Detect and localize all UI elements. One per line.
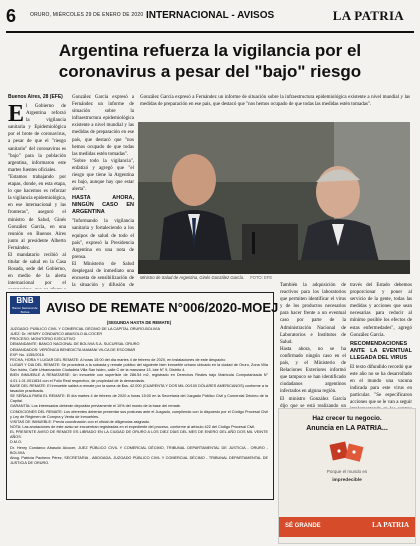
paragraph: l Gobierno de Argentina reforzó la vigilancia sanitaria y Epidemiológica por el brote de coronavirus, a pesar de que el "riesgo sanitario" del coronavirus es "bajo" para la población argentina, informaron este martes fuentes oficiales. [8, 104, 66, 173]
bank-logo: BNB Banco Nacional de Bolivia [10, 296, 40, 314]
article-column-4 [350, 282, 412, 408]
paragraph: El ministro González García dijo que se está realizando un [280, 396, 346, 408]
article-column-3 [280, 282, 346, 408]
paragraph: González García expresó a Fernández un informe de situación sobre la infraestructura epidemiológica existente a nivel mundial y las medidas de preparación en ese país, que destacó que "nos hemos ocupado de que todas las medidas estén tomadas". [72, 95, 134, 157]
article-column-2 [72, 94, 134, 288]
page-number: 6 [6, 6, 17, 26]
promo-line-2: Anuncia en LA PATRIA... [306, 425, 388, 432]
notice-line: EL PRESENTE AVISO DE REMATE ES LIBRADO EN LA CIUDAD DE ORURO A LOS DIEZ DÍAS DEL MES DE ENERO DEL AÑO DOS MIL VEINTE AÑOS. [10, 430, 268, 440]
notice-line: CONDICIONES DEL REMATE: Los oferentes deberán presentar sus posturas ante el Juzgado, cumpliendo con lo dispuesto por el Código Procesal Civil y Ley de Régimen de Compra y Venta de Inmuebles. [10, 409, 268, 419]
paragraph: González García expresó a Fernández un informe de situación sobre la infraestructura epidemiológica existente a nivel mundial y las medidas de preparación en ese país, que destacó que "nos hemos ocupado de que todas las medidas estén tomadas". [140, 95, 410, 108]
promo-ad [278, 408, 416, 544]
legal-notice-title: AVISO DE REMATE N°006/2020-MOEJ [46, 300, 279, 315]
notice-line: GARANTÍA: Los interesados deberán depositar previamente el 10% del monto de la base del remate. [10, 404, 181, 409]
notice-line: NOTA: Las anotaciones de este aviso se encuentran registradas en el expediente del proceso, conforme al artículo 422 del Código Procesal Civil. [10, 424, 256, 429]
article-column-1 [8, 103, 66, 289]
paragraph: También la adquisición de reactivos para los laboratorios que permiten identificar el virus y de los productos necesarios para hacer frente a un eventual caso por parte de la Administración Nacional de Laboratorios e Institutos de Salud. [280, 283, 346, 345]
date-line: ORURO, MIÉRCOLES 29 DE ENERO DE 2020 [30, 12, 144, 18]
section-name: INTERNACIONAL - AVISOS [146, 10, 275, 21]
promo-line-4: impredecible [332, 478, 362, 483]
paragraph: Hasta ahora, no se ha confirmado ningún caso en el país, y el Ministerio de Relaciones Exteriores informó que tampoco se han identificado ciudadanos argentinos infectados en alguna región. [280, 346, 346, 395]
promo-line-3: Porque el mundo es [326, 469, 368, 474]
notice-line: VISITAS DE INMUEBLE: Previa coordinación con el oficial de diligencias asignado. [10, 419, 151, 424]
legal-notice-subtitle: (SEGUNDA HASTA DE REMATE) [106, 320, 172, 325]
article-headline: Argentina refuerza la vigilancia por el coronavirus a pesar del "bajo" riesgo [58, 41, 362, 81]
notice-line: PROCESO: MONITORIO EJECUTIVO [10, 337, 76, 342]
paragraph: El texto difundido recordó que este año no se ha desarrollado en el mundo una vacuna indicada para este virus en particular. "Se especificaron acciones que se le van a seguir [350, 364, 412, 406]
notice-line: DEMANDANTE: BANCO NACIONAL DE BOLIVIA S.A. SUCURSAL ORURO [10, 342, 140, 347]
paragraph: El mandatario recibió al titular de salud en la Casa Rosada, sede del Gobierno, en medio de la alerta internacional por el [8, 252, 66, 287]
paragraph: "Estamos trabajando por etapas, donde, en esta etapa, lo que hacemos es reforzar la vigilancia epidemiológica, en ese internacional y las fronteras", aseguró el ministro de Salud, Ginés González García, en una reunión en Buenos Aires junto al presidente Alberto Fernández. [8, 174, 66, 251]
notice-line: DEMANDADOS: VERÓNICA BENEDICTA MAMANI VILCA DE ESCOBAR [10, 347, 136, 352]
promo-brand: LA PATRIA [372, 521, 409, 529]
masthead: LA PATRIA [332, 8, 404, 23]
paragraph: través del Estado debemos proporcionar y poner al servicio de la gente, todas las medidas y acciones que sean necesarias para reducir al mínimo posible los efectos de estas enfermedades", agregó González García. [350, 283, 412, 338]
paragraph: El Ministerio de Salud desplegará de inmediato una encuesta de sensibilización de la situación y difusión de [72, 261, 134, 288]
page-header [0, 0, 420, 30]
photo-caption: Ministro de Salud de Argentina, Ginés González García. FOTO: EFE [140, 275, 273, 280]
notice-line: BASE DEL REMATE: El inmueble saldrá a remate por la suma de $us. 42.000 (CUARENTA Y DOS MIL 00/100 DÓLARES AMERICANOS) conforme a la tasación practicada. [10, 383, 268, 393]
promo-slogan: SÉ GRANDE [285, 523, 321, 529]
notice-line: SE SEÑALA PARA EL REMATE: El día martes 4 de febrero de 2020 a horas 15:00 en la Secretaría del Juzgado Público Civil y Comercial Décimo de la Capital. [10, 394, 268, 404]
notice-line: Dr. Henry Condarco Abasolo Alcocer, JUEZ PÚBLICO CIVIL Y COMERCIAL DÉCIMO, TRIBUNAL DEPARTAMENTAL DE JUSTICIA - ORURO - BOLIVIA [10, 445, 268, 455]
notice-line: LUGAR Y DIA DEL REMATE: Se procederá a la subasta y remate público del siguiente bien inmueble urbano ubicado en la ciudad de Oruro, Zona Villa San Isidro, Calle Urbanización Ciudadela Villa San Isidro, calle C de la manzana 13, lote N° 9, Distrito 4. [10, 363, 268, 373]
notice-line: BIEN INMUEBLE A REMATARSE: Un inmueble con superficie de 286.54 m2, registrado en Derechos Reales bajo Matrícula Computarizada N° 4.01.1.01.0011834 con el Folio Real respectivo, de propiedad de la demandada. [10, 373, 268, 383]
promo-line-1: Haz crecer tu negocio. [312, 415, 382, 422]
legal-notice-body [10, 327, 268, 493]
notice-line: FECHA, HORA Y LUGAR DEL REMATE: A horas 15:00 del día martes 4 de febrero de 2020, en instalaciones de este despacho [10, 357, 226, 362]
photo-illustration [138, 122, 410, 274]
dice-icon [327, 437, 367, 467]
photo-credit: FOTO: EFE [250, 275, 273, 280]
header-rule [6, 31, 414, 33]
subhead: RECOMENDACIONES ANTE LA EVENTUAL LLEGADA DEL VIRUS [350, 340, 412, 361]
subhead: HASTA AHORA, NINGÚN CASO EN ARGENTINA [72, 195, 134, 216]
notice-line: D.M.O. [10, 440, 23, 445]
notice-line: Abog. Patricia Pacheco Pérez, SECRETARIA - ABOGADA, JUZGADO PÚBLICO CIVIL Y COMERCIAL DÉCIMO - TRIBUNAL DEPARTAMENTAL DE JUSTICIA DE ORURO. [10, 455, 268, 466]
paragraph: "Sobre todo la vigilancia", enfatizó y agregó que "el riesgo que tiene la Argentina es bajo, aunque hay que estar alerta". [72, 158, 134, 193]
news-photo [138, 122, 410, 274]
notice-line: JUZGADO: PÚBLICO CIVIL Y COMERCIAL DÉCIMO DE LA CAPITAL ORURO-BOLIVIA [10, 327, 161, 331]
notice-line: JUEZ: Dr. HENRY CONDARCO ABASOLO ALCOCER [10, 332, 103, 337]
article-column-top-right [140, 94, 410, 120]
drop-cap: E [8, 103, 25, 127]
byline: Buenos Aires, 28 (EFE) [8, 94, 63, 100]
notice-line: EXP. No. 1155/2016 [10, 352, 44, 357]
paragraph: "Informando la vigilancia sanitaria y fortaleciendo a los equipos de salud de todo el país", expresó la Presidencia Argentina en una nota de prensa. [72, 219, 134, 260]
